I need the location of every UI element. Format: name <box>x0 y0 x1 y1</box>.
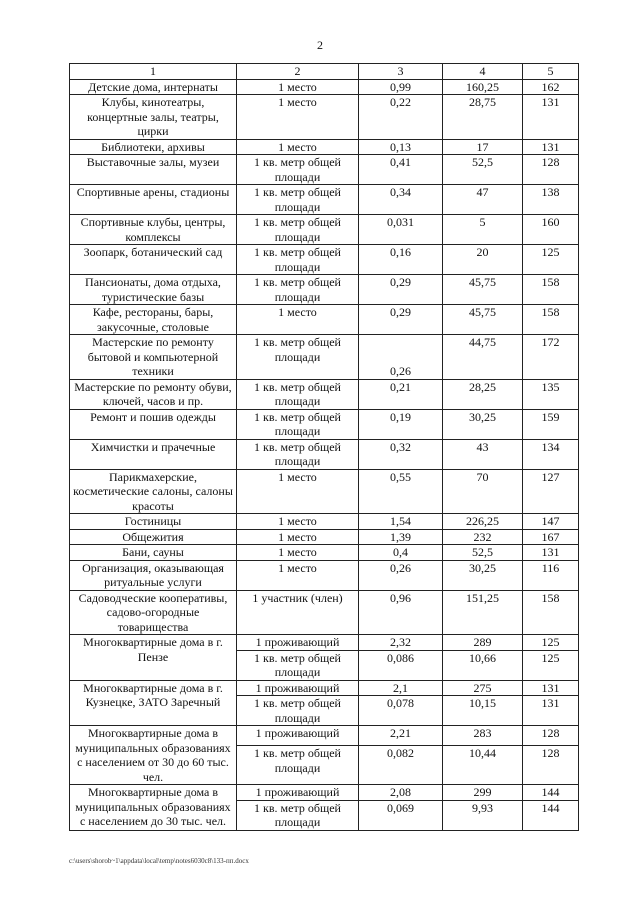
table-row <box>70 529 579 545</box>
cell-unit: 1 кв. метр общей площади <box>237 245 359 275</box>
cell-object: Парикмахерские, косметические салоны, салоны красоты <box>70 469 237 514</box>
cell-object: Мастерские по ремонту обуви, ключей, часов и пр. <box>70 379 237 409</box>
cell-value-3: 0,086 <box>359 650 443 680</box>
cell-value-3: 0,031 <box>359 215 443 245</box>
table-row <box>70 139 579 155</box>
cell-value-3: 0,078 <box>359 696 443 726</box>
cell-value-5: 144 <box>523 785 579 801</box>
table-row <box>70 215 579 245</box>
cell-value-3: 0,16 <box>359 245 443 275</box>
table-row <box>70 245 579 275</box>
cell-value-5: 116 <box>523 560 579 590</box>
cell-object-group: Многоквартирные дома в г. Кузнецке, ЗАТО Заречный <box>70 680 237 726</box>
cell-value-4: 289 <box>443 635 523 651</box>
cell-value-3: 0,22 <box>359 95 443 140</box>
cell-value-5: 131 <box>523 680 579 696</box>
cell-value-4: 10,66 <box>443 650 523 680</box>
cell-object: Зоопарк, ботанический сад <box>70 245 237 275</box>
cell-value-5: 125 <box>523 245 579 275</box>
cell-unit: 1 место <box>237 305 359 335</box>
cell-object: Бани, сауны <box>70 545 237 561</box>
header-col-5: 5 <box>523 64 579 80</box>
cell-unit: 1 место <box>237 514 359 530</box>
table-row <box>70 785 579 801</box>
cell-unit: 1 проживающий <box>237 635 359 651</box>
table-row <box>70 275 579 305</box>
cell-value-3: 0,96 <box>359 590 443 635</box>
cell-object: Библиотеки, архивы <box>70 139 237 155</box>
cell-value-5: 125 <box>523 635 579 651</box>
cell-value-5: 128 <box>523 726 579 746</box>
cell-object-group: Многоквартирные дома в г. Пензе <box>70 635 237 681</box>
cell-value-4: 232 <box>443 529 523 545</box>
cell-value-5: 147 <box>523 514 579 530</box>
cell-value-4: 10,15 <box>443 696 523 726</box>
cell-value-5: 135 <box>523 379 579 409</box>
cell-value-5: 162 <box>523 79 579 95</box>
cell-unit: 1 участник (член) <box>237 590 359 635</box>
cell-unit: 1 кв. метр общей площади <box>237 155 359 185</box>
cell-unit: 1 кв. метр общей площади <box>237 800 359 830</box>
cell-unit: 1 место <box>237 560 359 590</box>
cell-value-5: 158 <box>523 275 579 305</box>
cell-value-3: 2,21 <box>359 726 443 746</box>
cell-value-4: 9,93 <box>443 800 523 830</box>
cell-value-5: 128 <box>523 155 579 185</box>
cell-value-3: 0,4 <box>359 545 443 561</box>
table-row <box>70 545 579 561</box>
cell-unit: 1 место <box>237 545 359 561</box>
cell-value-5: 128 <box>523 746 579 785</box>
table-row <box>70 409 579 439</box>
cell-value-5: 158 <box>523 305 579 335</box>
cell-value-3: 0,21 <box>359 379 443 409</box>
cell-unit: 1 место <box>237 139 359 155</box>
cell-object: Пансионаты, дома отдыха, туристические базы <box>70 275 237 305</box>
table-row <box>70 79 579 95</box>
tariff-table <box>69 63 579 831</box>
cell-value-3: 1,54 <box>359 514 443 530</box>
cell-object: Гостиницы <box>70 514 237 530</box>
table-row <box>70 305 579 335</box>
cell-value-5: 131 <box>523 139 579 155</box>
cell-value-5: 159 <box>523 409 579 439</box>
cell-value-4: 10,44 <box>443 746 523 785</box>
cell-unit: 1 кв. метр общей площади <box>237 650 359 680</box>
cell-value-4: 52,5 <box>443 155 523 185</box>
cell-unit: 1 проживающий <box>237 785 359 801</box>
cell-object: Клубы, кинотеатры, концертные залы, театры, цирки <box>70 95 237 140</box>
cell-unit: 1 место <box>237 79 359 95</box>
cell-value-5: 167 <box>523 529 579 545</box>
table-body <box>70 79 579 830</box>
table-row <box>70 185 579 215</box>
table-row <box>70 560 579 590</box>
cell-value-4: 43 <box>443 439 523 469</box>
table-row <box>70 379 579 409</box>
cell-value-5: 172 <box>523 335 579 380</box>
header-col-1: 1 <box>70 64 237 80</box>
cell-value-3: 0,19 <box>359 409 443 439</box>
header-col-4: 4 <box>443 64 523 80</box>
cell-value-5: 158 <box>523 590 579 635</box>
cell-unit: 1 кв. метр общей площади <box>237 409 359 439</box>
cell-value-3: 0,069 <box>359 800 443 830</box>
cell-value-3: 1,39 <box>359 529 443 545</box>
cell-unit: 1 кв. метр общей площади <box>237 439 359 469</box>
cell-value-4: 30,25 <box>443 409 523 439</box>
cell-value-4: 52,5 <box>443 545 523 561</box>
cell-object: Мастерские по ремонту бытовой и компьютерной техники <box>70 335 237 380</box>
cell-object-group: Многоквартирные дома в муниципальных образованиях с населением до 30 тыс. чел. <box>70 785 237 831</box>
cell-unit: 1 кв. метр общей площади <box>237 335 359 380</box>
cell-value-4: 30,25 <box>443 560 523 590</box>
cell-value-5: 131 <box>523 696 579 726</box>
cell-unit: 1 проживающий <box>237 680 359 696</box>
cell-object: Выставочные залы, музеи <box>70 155 237 185</box>
cell-value-4: 5 <box>443 215 523 245</box>
table-row <box>70 469 579 514</box>
cell-value-4: 151,25 <box>443 590 523 635</box>
cell-value-3: 0,32 <box>359 439 443 469</box>
cell-value-4: 45,75 <box>443 305 523 335</box>
cell-value-3: 0,26 <box>359 335 443 380</box>
table-row <box>70 680 579 696</box>
table-row <box>70 155 579 185</box>
cell-value-3: 0,13 <box>359 139 443 155</box>
cell-value-4: 45,75 <box>443 275 523 305</box>
table-row <box>70 726 579 746</box>
header-col-3: 3 <box>359 64 443 80</box>
table-row <box>70 635 579 651</box>
cell-unit: 1 кв. метр общей площади <box>237 379 359 409</box>
cell-value-3: 2,1 <box>359 680 443 696</box>
cell-unit: 1 кв. метр общей площади <box>237 185 359 215</box>
cell-value-3: 0,29 <box>359 275 443 305</box>
table-row <box>70 590 579 635</box>
cell-object: Спортивные клубы, центры, комплексы <box>70 215 237 245</box>
cell-unit: 1 кв. метр общей площади <box>237 746 359 785</box>
cell-object: Общежития <box>70 529 237 545</box>
cell-value-3: 0,41 <box>359 155 443 185</box>
cell-value-3: 0,34 <box>359 185 443 215</box>
file-path-footer: c:\users\shorob~1\appdata\local\temp\notes6030c8\133-пп.docx <box>69 857 249 865</box>
cell-value-3: 2,32 <box>359 635 443 651</box>
cell-object-group: Многоквартирные дома в муниципальных образованиях с населением от 30 до 60 тыс. чел. <box>70 726 237 785</box>
header-col-2: 2 <box>237 64 359 80</box>
cell-value-4: 28,75 <box>443 95 523 140</box>
cell-value-4: 160,25 <box>443 79 523 95</box>
table-row <box>70 335 579 380</box>
table-header-row <box>70 64 579 80</box>
cell-value-4: 44,75 <box>443 335 523 380</box>
cell-unit: 1 кв. метр общей площади <box>237 275 359 305</box>
cell-value-5: 144 <box>523 800 579 830</box>
cell-value-3: 2,08 <box>359 785 443 801</box>
cell-value-3: 0,99 <box>359 79 443 95</box>
cell-unit: 1 кв. метр общей площади <box>237 215 359 245</box>
table-row <box>70 514 579 530</box>
cell-value-3: 0,082 <box>359 746 443 785</box>
cell-value-5: 131 <box>523 95 579 140</box>
cell-value-4: 20 <box>443 245 523 275</box>
cell-unit: 1 кв. метр общей площади <box>237 696 359 726</box>
table-row <box>70 439 579 469</box>
cell-value-4: 47 <box>443 185 523 215</box>
cell-value-5: 127 <box>523 469 579 514</box>
cell-value-5: 138 <box>523 185 579 215</box>
cell-value-3: 0,26 <box>359 560 443 590</box>
cell-value-5: 160 <box>523 215 579 245</box>
cell-value-5: 125 <box>523 650 579 680</box>
cell-value-4: 226,25 <box>443 514 523 530</box>
cell-unit: 1 место <box>237 469 359 514</box>
cell-object: Организация, оказывающая ритуальные услуги <box>70 560 237 590</box>
cell-value-5: 131 <box>523 545 579 561</box>
cell-object: Химчистки и прачечные <box>70 439 237 469</box>
cell-value-4: 299 <box>443 785 523 801</box>
cell-value-4: 28,25 <box>443 379 523 409</box>
cell-value-4: 283 <box>443 726 523 746</box>
table-row <box>70 95 579 140</box>
cell-unit: 1 место <box>237 529 359 545</box>
cell-object: Ремонт и пошив одежды <box>70 409 237 439</box>
page-number: 2 <box>317 38 323 52</box>
cell-value-5: 134 <box>523 439 579 469</box>
cell-object: Детские дома, интернаты <box>70 79 237 95</box>
cell-value-3: 0,55 <box>359 469 443 514</box>
cell-value-4: 17 <box>443 139 523 155</box>
cell-object: Спортивные арены, стадионы <box>70 185 237 215</box>
cell-unit: 1 место <box>237 95 359 140</box>
cell-value-4: 70 <box>443 469 523 514</box>
cell-value-3: 0,29 <box>359 305 443 335</box>
cell-object: Садоводческие кооперативы, садово-огородные товарищества <box>70 590 237 635</box>
cell-object: Кафе, рестораны, бары, закусочные, столовые <box>70 305 237 335</box>
cell-value-4: 275 <box>443 680 523 696</box>
cell-unit: 1 проживающий <box>237 726 359 746</box>
